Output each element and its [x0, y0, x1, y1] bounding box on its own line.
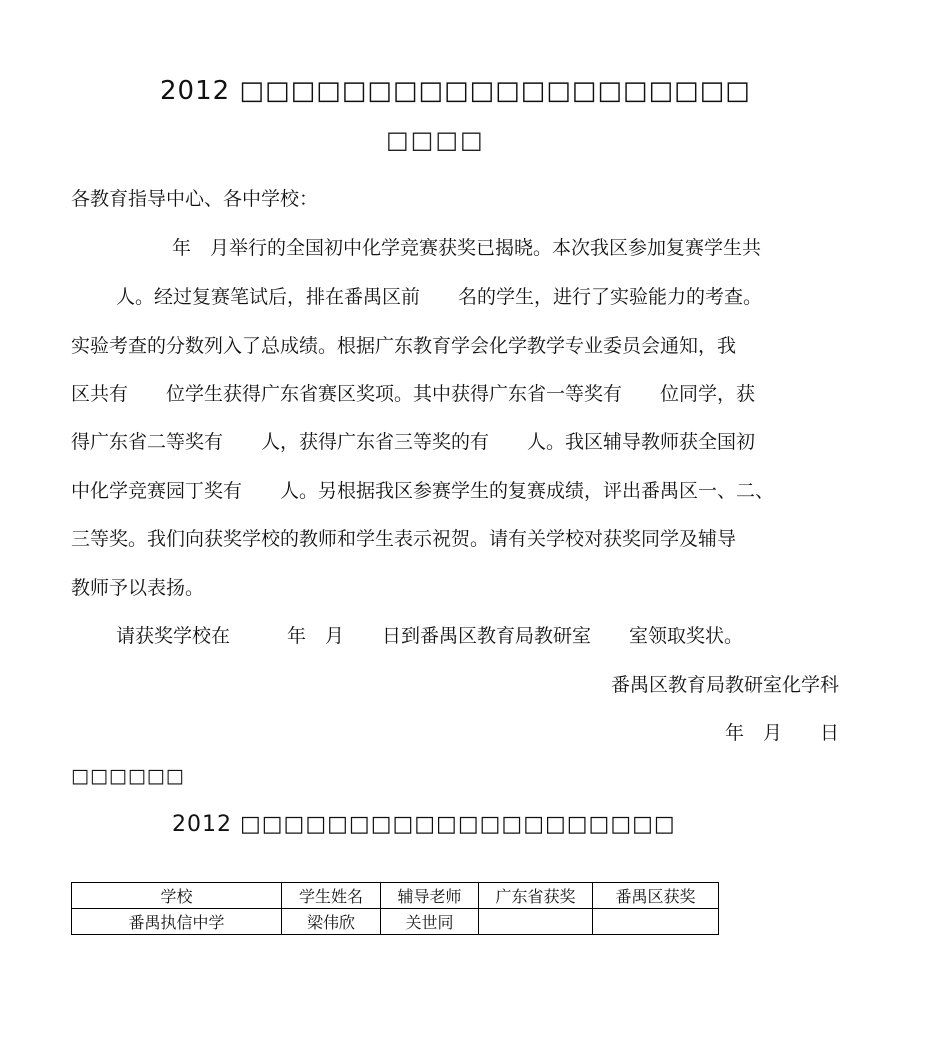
table-header-row	[72, 883, 719, 909]
document-subtitle: □□□□	[386, 126, 485, 154]
signature-date: 年 月 日	[724, 722, 839, 744]
paragraph-line-1: 年 月举行的全国初中化学竞赛获奖已揭晓。本次我区参加复赛学生共	[172, 237, 762, 259]
table-row	[72, 909, 719, 935]
signature: 番禺区教育局教研室化学科	[610, 674, 839, 696]
cell-guangdong-award	[479, 909, 593, 935]
paragraph-line-8: 教师予以表扬。	[71, 577, 205, 599]
paragraph-line-6: 中化学竞赛园丁奖有 人。另根据我区参赛学生的复赛成绩，评出番禺区一、二、	[71, 480, 775, 502]
cell-advisor: 关世同	[381, 909, 479, 935]
paragraph-line-2: 人。经过复赛笔试后，排在番禺区前 名的学生，进行了实验能力的考查。	[116, 286, 763, 308]
salutation: 各教育指导中心、各中学校：	[71, 188, 319, 210]
attachment-label: □□□□□□	[71, 765, 185, 787]
header-guangdong-award: 广东省获奖	[479, 883, 593, 909]
pickup-instruction: 请获奖学校在 年 月 日到番禺区教育局教研室 室领取奖状。	[116, 625, 744, 647]
header-school: 学校	[72, 883, 282, 909]
paragraph-line-4: 区共有 位学生获得广东省赛区奖项。其中获得广东省一等奖有 位同学，获	[71, 383, 756, 405]
document-title: 2012 □□□□□□□□□□□□□□□□□□□□	[160, 76, 751, 106]
header-advisor: 辅导老师	[381, 883, 479, 909]
paragraph-line-5: 得广东省二等奖有 人，获得广东省三等奖的有 人。我区辅导教师获全国初	[71, 431, 756, 453]
table-title: 2012 □□□□□□□□□□□□□□□□□□□□	[172, 812, 676, 837]
header-student-name: 学生姓名	[282, 883, 381, 909]
paragraph-line-7: 三等奖。我们向获奖学校的教师和学生表示祝贺。请有关学校对获奖同学及辅导	[71, 528, 737, 550]
awards-table	[71, 882, 719, 935]
cell-student-name: 梁伟欣	[282, 909, 381, 935]
paragraph-line-3: 实验考查的分数列入了总成绩。根据广东教育学会化学教学专业委员会通知，我	[71, 335, 737, 357]
cell-panyu-award	[593, 909, 719, 935]
header-panyu-award: 番禺区获奖	[593, 883, 719, 909]
cell-school: 番禺执信中学	[72, 909, 282, 935]
